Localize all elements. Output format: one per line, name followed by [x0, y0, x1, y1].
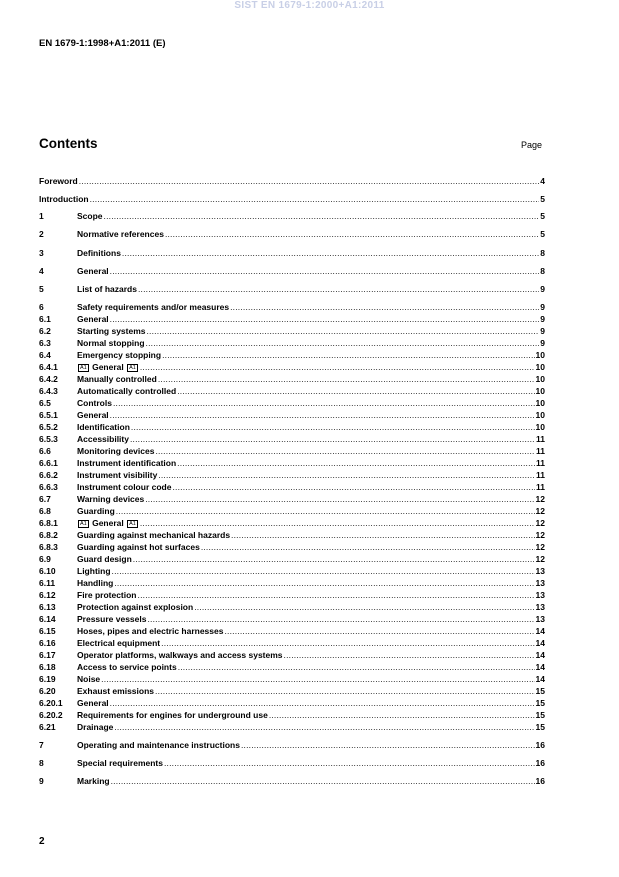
toc-entry-page: 5: [540, 229, 545, 239]
toc-entry-number: 6.6: [39, 446, 51, 456]
toc-entry[interactable]: [39, 362, 545, 373]
dot-leader: [130, 434, 535, 445]
toc-entry-page: 12: [535, 530, 545, 540]
toc-entry-title: [77, 350, 161, 361]
toc-entry-title-text: Automatically controlled: [77, 386, 177, 396]
toc-entry-title: [77, 314, 109, 325]
dot-leader: [110, 698, 535, 709]
toc-entry-title: [77, 338, 145, 349]
toc-entry-number: 6.17: [39, 650, 56, 660]
toc-entry[interactable]: [39, 758, 545, 769]
toc-entry[interactable]: [39, 434, 545, 445]
toc-entry-number: 6.15: [39, 626, 56, 636]
amendment-start-marker: A1: [80, 364, 87, 371]
toc-entry-title-text: General: [89, 362, 127, 372]
toc-entry[interactable]: [39, 398, 545, 409]
dot-leader: [147, 326, 540, 337]
toc-entry[interactable]: [39, 530, 545, 541]
toc-entry-title: [77, 776, 110, 787]
toc-entry[interactable]: [39, 710, 545, 721]
toc-entry[interactable]: [39, 602, 545, 613]
dot-leader: [201, 542, 535, 553]
toc-entry-number: 6.2: [39, 326, 51, 336]
dot-leader: [194, 602, 534, 613]
toc-entry-page: 11: [536, 470, 545, 480]
toc-entry[interactable]: [39, 470, 545, 481]
toc-entry-number: 6.6.2: [39, 470, 58, 480]
toc-entry[interactable]: [39, 266, 545, 277]
dot-leader: [122, 248, 539, 259]
toc-entry-page: 11: [536, 434, 545, 444]
toc-entry-number: 6.18: [39, 662, 56, 672]
toc-entry-page: 10: [535, 410, 545, 420]
dot-leader: [172, 482, 535, 493]
toc-entry[interactable]: [39, 248, 545, 259]
toc-entry[interactable]: [39, 722, 545, 733]
toc-entry-page: 8: [540, 248, 545, 258]
toc-entry-title-text: Guarding against mechanical hazards: [77, 530, 231, 540]
toc-entry-title-text: Normative references: [77, 229, 164, 239]
toc-entry-page: 16: [535, 776, 545, 786]
dot-leader: [177, 458, 535, 469]
toc-entry-page: 11: [536, 446, 545, 456]
toc-entry-number: 6.4: [39, 350, 51, 360]
toc-entry[interactable]: [39, 506, 545, 517]
dot-leader: [79, 176, 540, 187]
dot-leader: [111, 776, 535, 787]
toc-entry-page: 8: [540, 266, 545, 276]
toc-entry-title: [77, 674, 100, 685]
toc-entry-number: 6.5: [39, 398, 51, 408]
toc-entry-title-text: Controls: [77, 398, 112, 408]
toc-entry-title-text: Identification: [77, 422, 130, 432]
toc-entry[interactable]: [39, 338, 545, 349]
toc-entry-page: 15: [535, 710, 545, 720]
toc-entry-number: 2: [39, 229, 44, 239]
toc-entry-title: [77, 710, 268, 721]
toc-entry-title: [77, 758, 163, 769]
toc-entry[interactable]: [39, 518, 545, 529]
toc-entry-number: 6: [39, 302, 44, 312]
toc-entry[interactable]: [39, 350, 545, 361]
toc-entry-number: 6.1: [39, 314, 51, 324]
dot-leader: [133, 554, 535, 565]
contents-title: Contents: [39, 136, 98, 151]
toc-entry-title: [77, 686, 154, 697]
toc-entry-title: [77, 446, 154, 457]
toc-entry-title: [77, 494, 144, 505]
amendment-end-marker: A1: [129, 364, 136, 371]
dot-leader: [114, 578, 534, 589]
toc-entry-page: 12: [535, 518, 545, 528]
dot-leader: [155, 686, 535, 697]
dot-leader: [110, 410, 535, 421]
toc-entry-title: [77, 740, 240, 751]
toc-entry-title-text: General: [77, 698, 109, 708]
toc-entry-title: [77, 554, 132, 565]
toc-entry-title-text: Guarding against hot surfaces: [77, 542, 200, 552]
toc-entry-page: 9: [540, 302, 545, 312]
toc-entry[interactable]: [39, 554, 545, 565]
toc-entry-title: [77, 722, 113, 733]
toc-entry-title: [77, 302, 229, 313]
toc-entry-number: 6.7: [39, 494, 51, 504]
toc-entry-number: 6.9: [39, 554, 51, 564]
toc-entry-title-text: Exhaust emissions: [77, 686, 155, 696]
dot-leader: [165, 229, 539, 240]
toc-entry-page: 10: [535, 398, 545, 408]
toc-entry-title-text: Guard design: [77, 554, 132, 564]
toc-entry-page: 14: [535, 638, 545, 648]
toc-entry-title-text: Instrument visibility: [77, 470, 158, 480]
toc-entry-number: 6.16: [39, 638, 56, 648]
toc-entry-page: 11: [536, 482, 545, 492]
toc-entry-number: 6.19: [39, 674, 56, 684]
toc-entry-title-text: General: [89, 518, 127, 528]
toc-entry-title: [77, 458, 176, 469]
dot-leader: [155, 446, 535, 457]
dot-leader: [162, 350, 534, 361]
dot-leader: [177, 386, 534, 397]
toc-entry-page: 5: [540, 211, 545, 221]
toc-entry-page: 15: [535, 686, 545, 696]
toc-entry-number: 6.8: [39, 506, 51, 516]
toc-entry-number: 6.4.2: [39, 374, 58, 384]
dot-leader: [101, 674, 534, 685]
toc-entry[interactable]: [39, 674, 545, 685]
toc-entry-title: [77, 386, 176, 397]
toc-entry-page: 9: [540, 326, 545, 336]
dot-leader: [161, 638, 534, 649]
dot-leader: [138, 590, 535, 601]
toc-entry-title-text: Normal stopping: [77, 338, 145, 348]
toc-entry-number: 6.8.3: [39, 542, 58, 552]
toc-entry-page: 9: [540, 338, 545, 348]
toc-entry-page: 14: [535, 626, 545, 636]
toc-entry[interactable]: [39, 326, 545, 337]
toc-entry-number: 7: [39, 740, 44, 750]
toc-entry-number: 6.8.1: [39, 518, 58, 528]
toc-entry[interactable]: [39, 374, 545, 385]
dot-leader: [158, 470, 535, 481]
toc-entry[interactable]: [39, 698, 545, 709]
toc-entry-title-text: Fire protection: [77, 590, 137, 600]
toc-entry[interactable]: [39, 740, 545, 751]
standard-header: EN 1679-1:1998+A1:2011 (E): [39, 38, 166, 49]
toc-entry-title: [77, 506, 115, 517]
toc-entry-number: 6.21: [39, 722, 56, 732]
toc-entry-number: 8: [39, 758, 44, 768]
toc-entry-title: [77, 211, 103, 222]
toc-entry[interactable]: [39, 284, 545, 295]
toc-entry[interactable]: [39, 686, 545, 697]
toc-entry-title-text: List of hazards: [77, 284, 137, 294]
toc-entry-page: 14: [535, 650, 545, 660]
toc-entry-number: 6.20: [39, 686, 56, 696]
dot-leader: [116, 506, 535, 517]
toc-entry[interactable]: [39, 482, 545, 493]
toc-entry-page: 9: [540, 284, 545, 294]
toc-entry-title-text: Manually controlled: [77, 374, 157, 384]
toc-entry-number: 6.10: [39, 566, 56, 576]
toc-entry-page: 5: [540, 194, 545, 204]
dot-leader: [231, 530, 534, 541]
dot-leader: [158, 374, 535, 385]
toc-entry-page: 10: [535, 374, 545, 384]
toc-entry-page: 4: [540, 176, 545, 186]
toc-entry-number: 3: [39, 248, 44, 258]
toc-entry-title: [77, 566, 111, 577]
toc-entry[interactable]: [39, 302, 545, 313]
amendment-end-marker: A1: [129, 520, 136, 527]
toc-entry[interactable]: [39, 626, 545, 637]
toc-entry-title: [77, 530, 230, 541]
toc-entry-page: 14: [535, 662, 545, 672]
toc-entry[interactable]: [39, 614, 545, 625]
toc-entry[interactable]: [39, 590, 545, 601]
toc-entry-title: [77, 638, 160, 649]
toc-entry[interactable]: [39, 662, 545, 673]
toc-entry-title-text: General: [77, 410, 109, 420]
toc-entry-number: 6.5.3: [39, 434, 58, 444]
toc-entry-number: 6.5.1: [39, 410, 58, 420]
toc-entry-title: [77, 410, 109, 421]
toc-entry[interactable]: [39, 229, 545, 240]
toc-entry-number: 4: [39, 266, 44, 276]
toc-entry-title-text: Introduction: [39, 194, 89, 204]
toc-entry[interactable]: [39, 578, 545, 589]
toc-entry-number: 6.6.1: [39, 458, 58, 468]
dot-leader: [113, 398, 535, 409]
toc-entry[interactable]: [39, 211, 545, 222]
toc-entry-page: 16: [535, 758, 545, 768]
toc-entry-title: [77, 229, 164, 240]
toc-entry-number: 6.8.2: [39, 530, 58, 540]
dot-leader: [146, 338, 540, 349]
toc-entry-title-text: General: [77, 266, 109, 276]
dot-leader: [230, 302, 539, 313]
toc-entry[interactable]: [39, 566, 545, 577]
toc-entry-title-text: Lighting: [77, 566, 111, 576]
toc-entry-page: 15: [535, 722, 545, 732]
dot-leader: [112, 566, 535, 577]
toc-entry-title-text: Operator platforms, walkways and access systems: [77, 650, 283, 660]
dot-leader: [284, 650, 535, 661]
toc-entry-number: 6.4.3: [39, 386, 58, 396]
toc-entry-title: [77, 248, 121, 259]
toc-entry-title-text: Noise: [77, 674, 101, 684]
toc-entry-number: 6.4.1: [39, 362, 58, 372]
watermark: SIST EN 1679-1:2000+A1:2011: [234, 0, 385, 11]
toc-entry-title-text: Operating and maintenance instructions: [77, 740, 240, 750]
dot-leader: [269, 710, 535, 721]
amendment-start-marker: A1: [80, 520, 87, 527]
toc-entry[interactable]: [39, 776, 545, 787]
toc-entry-title-text: Instrument identification: [77, 458, 177, 468]
toc-entry-title: [77, 326, 146, 337]
toc-entry-page: 12: [535, 542, 545, 552]
toc-entry-title-text: Protection against explosion: [77, 602, 194, 612]
toc-entry-title-text: Safety requirements and/or measures: [77, 302, 230, 312]
toc-entry[interactable]: [39, 458, 545, 469]
toc-entry-title: [39, 194, 89, 205]
toc-entry-number: 5: [39, 284, 44, 294]
toc-entry[interactable]: [39, 314, 545, 325]
toc-entry-number: 1: [39, 211, 44, 221]
toc-entry-title: [77, 602, 193, 613]
dot-leader: [140, 518, 535, 529]
toc-entry-title: [77, 662, 177, 673]
toc-entry-title-text: Access to service points: [77, 662, 177, 672]
toc-entry-page: 12: [535, 506, 545, 516]
page-number: 2: [39, 836, 45, 847]
toc-entry-title-text: Handling: [77, 578, 114, 588]
toc-entry-page: 12: [535, 494, 545, 504]
toc-entry-title-text: Definitions: [77, 248, 121, 258]
toc-entry-page: 12: [535, 554, 545, 564]
toc-entry-title-text: Marking: [77, 776, 110, 786]
dot-leader: [145, 494, 534, 505]
toc-entry-page: 10: [535, 386, 545, 396]
toc-entry-page: 13: [535, 614, 545, 624]
toc-entry-page: 15: [535, 698, 545, 708]
toc-entry-title: [77, 650, 283, 661]
toc-entry-title-text: Electrical equipment: [77, 638, 161, 648]
dot-leader: [164, 758, 535, 769]
toc-entry-title-text: Warning devices: [77, 494, 145, 504]
toc-entry-title: [77, 374, 157, 385]
dot-leader: [110, 266, 540, 277]
toc-entry[interactable]: [39, 176, 545, 187]
dot-leader: [114, 722, 534, 733]
toc-entry-title: [77, 422, 130, 433]
toc-entry-title: [77, 542, 200, 553]
toc-entry-number: 6.20.1: [39, 698, 63, 708]
toc-entry-number: 6.5.2: [39, 422, 58, 432]
toc-entry-number: 6.11: [39, 578, 56, 588]
toc-entry[interactable]: [39, 542, 545, 553]
toc-entry-page: 14: [535, 674, 545, 684]
toc-entry[interactable]: [39, 638, 545, 649]
toc-entry-page: 9: [540, 314, 545, 324]
toc-entry[interactable]: [39, 422, 545, 433]
toc-entry-title: [39, 176, 78, 187]
toc-entry-title: [77, 578, 113, 589]
toc-entry-title-text: Special requirements: [77, 758, 163, 768]
toc-entry-number: 6.14: [39, 614, 56, 624]
toc-entry-title: [77, 626, 223, 637]
dot-leader: [178, 662, 535, 673]
toc-entry-title: [77, 284, 137, 295]
dot-leader: [104, 211, 540, 222]
toc-entry-title-text: Scope: [77, 211, 103, 221]
toc-entry-number: 9: [39, 776, 44, 786]
toc-entry-title: [77, 362, 139, 373]
toc-entry-page: 13: [535, 566, 545, 576]
toc-entry-title: [77, 518, 139, 529]
toc-entry-title-text: Foreword: [39, 176, 78, 186]
toc-entry-title: [77, 266, 109, 277]
toc-entry-title-text: General: [77, 314, 109, 324]
toc-entry-number: 6.12: [39, 590, 56, 600]
toc-entry[interactable]: [39, 494, 545, 505]
toc-entry-title-text: Hoses, pipes and electric harnesses: [77, 626, 224, 636]
toc-entry-title: [77, 482, 171, 493]
dot-leader: [241, 740, 535, 751]
toc-entry-number: 6.13: [39, 602, 56, 612]
toc-entry-page: 10: [535, 362, 545, 372]
toc-entry-title: [77, 698, 109, 709]
toc-entry-page: 11: [536, 458, 545, 468]
toc-entry-title: [77, 434, 129, 445]
toc-entry-title-text: Guarding: [77, 506, 115, 516]
toc-entry-number: 6.3: [39, 338, 51, 348]
dot-leader: [224, 626, 534, 637]
toc-entry[interactable]: [39, 410, 545, 421]
toc-entry-page: 10: [535, 422, 545, 432]
toc-entry-title-text: Emergency stopping: [77, 350, 162, 360]
toc-entry[interactable]: [39, 194, 545, 205]
dot-leader: [138, 284, 539, 295]
dot-leader: [147, 614, 534, 625]
dot-leader: [90, 194, 540, 205]
toc-entry-title: [77, 614, 146, 625]
toc-entry-title-text: Requirements for engines for underground use: [77, 710, 268, 720]
toc-entry-title-text: Instrument colour code: [77, 482, 172, 492]
toc-entry-page: 10: [535, 350, 545, 360]
toc-entry-page: 13: [535, 578, 545, 588]
toc-entry-title: [77, 398, 112, 409]
toc-entry-title-text: Monitoring devices: [77, 446, 155, 456]
toc-entry-title-text: Accessibility: [77, 434, 129, 444]
dot-leader: [140, 362, 535, 373]
toc-entry-page: 13: [535, 590, 545, 600]
dot-leader: [110, 314, 540, 325]
toc-entry-title: [77, 470, 157, 481]
toc-entry[interactable]: [39, 386, 545, 397]
toc-entry-page: 16: [535, 740, 545, 750]
toc-entry-title-text: Pressure vessels: [77, 614, 147, 624]
page-column-label: Page: [521, 140, 543, 150]
toc-entry[interactable]: [39, 650, 545, 661]
toc-entry-number: 6.20.2: [39, 710, 63, 720]
dot-leader: [131, 422, 535, 433]
toc-entry-number: 6.6.3: [39, 482, 58, 492]
toc-entry-title-text: Starting systems: [77, 326, 146, 336]
toc-entry-page: 13: [535, 602, 545, 612]
toc-entry-title-text: Drainage: [77, 722, 114, 732]
toc-entry-title: [77, 590, 137, 601]
toc-entry[interactable]: [39, 446, 545, 457]
